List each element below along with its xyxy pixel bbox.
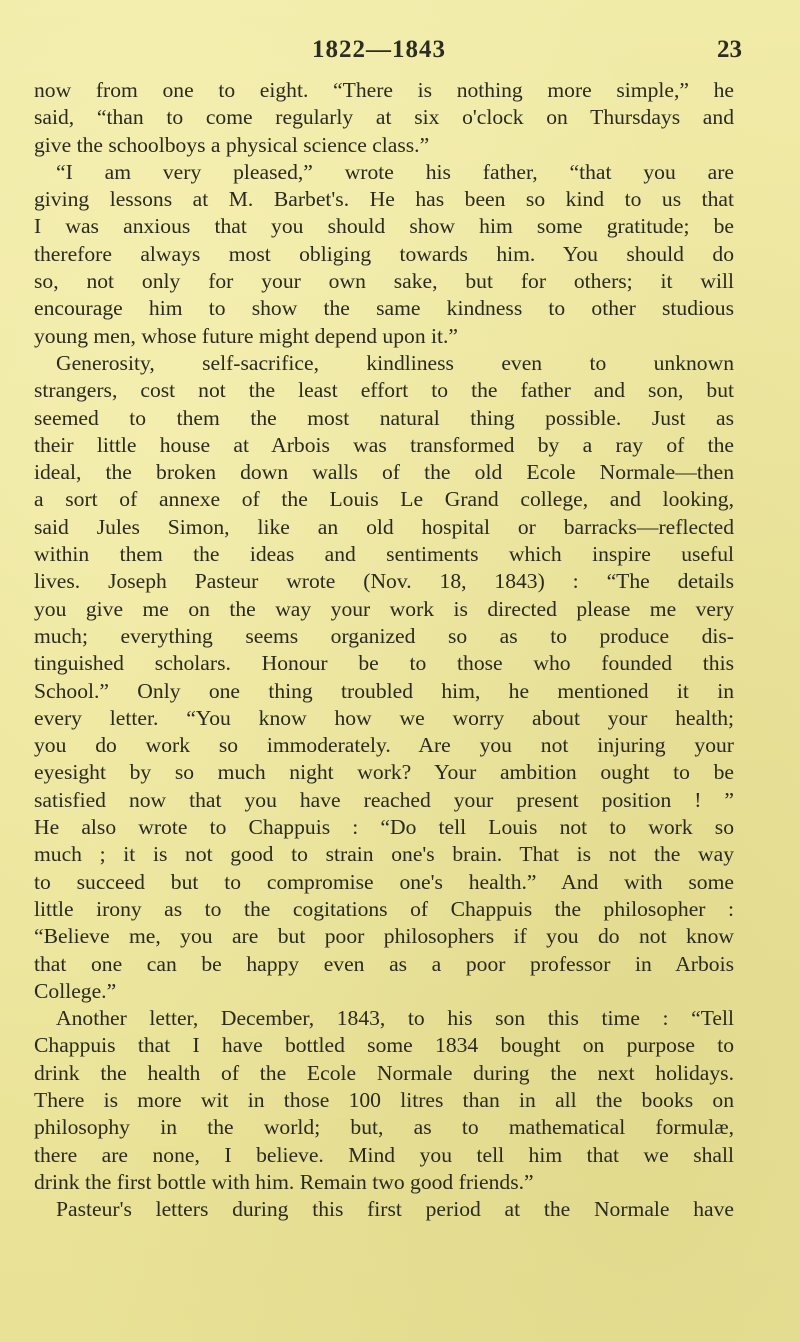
text-line: giving lessons at M. Barbet's. He has been so kind to us that: [34, 187, 734, 212]
body-text: [34, 77, 734, 1223]
text-line: College.”: [34, 978, 117, 1003]
text-line: encourage him to show the same kindness to other studious: [34, 296, 734, 321]
text-line: He also wrote to Chappuis : “Do tell Louis not to work so: [34, 815, 734, 840]
text-line: young men, whose future might depend upon it.”: [34, 323, 458, 348]
text-line: Chappuis that I have bottled some 1834 bought on purpose to: [34, 1033, 734, 1058]
text-line: seemed to them the most natural thing possible. Just as: [34, 405, 734, 430]
text-line: that one can be happy even as a poor professor in Arbois: [34, 951, 734, 976]
text-line: so, not only for your own sake, but for others; it will: [34, 269, 734, 294]
text-line: little irony as to the cogitations of Chappuis the philosopher :: [34, 896, 734, 921]
text-line: drink the health of the Ecole Normale during the next holidays.: [34, 1060, 734, 1085]
text-line: drink the first bottle with him. Remain two good friends.”: [34, 1169, 534, 1194]
text-line: much; everything seems organized so as to produce dis-: [34, 623, 734, 648]
running-head: 1822—1843: [312, 36, 446, 63]
text-line: much ; it is not good to strain one's brain. That is not the way: [34, 842, 734, 867]
text-line: “Believe me, you are but poor philosophers if you do not know: [34, 924, 734, 949]
text-line: School.” Only one thing troubled him, he mentioned it in: [34, 678, 734, 703]
text-line: Another letter, December, 1843, to his son this time : “Tell: [56, 1006, 734, 1031]
text-line: “I am very pleased,” wrote his father, “that you are: [56, 159, 734, 184]
text-line: therefore always most obliging towards him. You should do: [34, 241, 734, 266]
text-line: I was anxious that you should show him some gratitude; be: [34, 214, 734, 239]
text-line: tinguished scholars. Honour be to those who founded this: [34, 651, 734, 676]
text-line: satisfied now that you have reached your present position ! ”: [34, 787, 734, 812]
text-line: philosophy in the world; but, as to mathematical formulæ,: [34, 1115, 734, 1140]
text-line: to succeed but to compromise one's health.” And with some: [34, 869, 734, 894]
page-header: [0, 36, 800, 68]
text-line: within them the ideas and sentiments which inspire useful: [34, 542, 734, 567]
text-line: there are none, I believe. Mind you tell him that we shall: [34, 1142, 734, 1167]
text-line: you do work so immoderately. Are you not injuring your: [34, 733, 734, 758]
text-line: lives. Joseph Pasteur wrote (Nov. 18, 1843) : “The details: [34, 569, 734, 594]
text-line: now from one to eight. “There is nothing more simple,” he: [34, 78, 734, 102]
text-line: There is more wit in those 100 litres than in all the books on: [34, 1087, 734, 1112]
text-line: ideal, the broken down walls of the old Ecole Normale—then: [34, 460, 734, 485]
text-line: eyesight by so much night work? Your ambition ought to be: [34, 760, 734, 785]
text-line: Pasteur's letters during this first period at the Normale have: [56, 1197, 734, 1222]
text-line: said Jules Simon, like an old hospital or barracks—reflected: [34, 514, 734, 539]
text-line: their little house at Arbois was transformed by a ray of the: [34, 432, 734, 457]
text-line: every letter. “You know how we worry about your health;: [34, 705, 734, 730]
page-number: 23: [717, 36, 742, 63]
text-line: strangers, cost not the least effort to the father and son, but: [34, 378, 734, 403]
text-line: a sort of annexe of the Louis Le Grand college, and looking,: [34, 487, 734, 512]
text-line: give the schoolboys a physical science class.”: [34, 132, 430, 157]
text-line: you give me on the way your work is directed please me very: [34, 596, 734, 621]
text-line: said, “than to come regularly at six o'clock on Thursdays and: [34, 105, 734, 130]
text-line: Generosity, self-sacrifice, kindliness even to unknown: [56, 350, 734, 375]
